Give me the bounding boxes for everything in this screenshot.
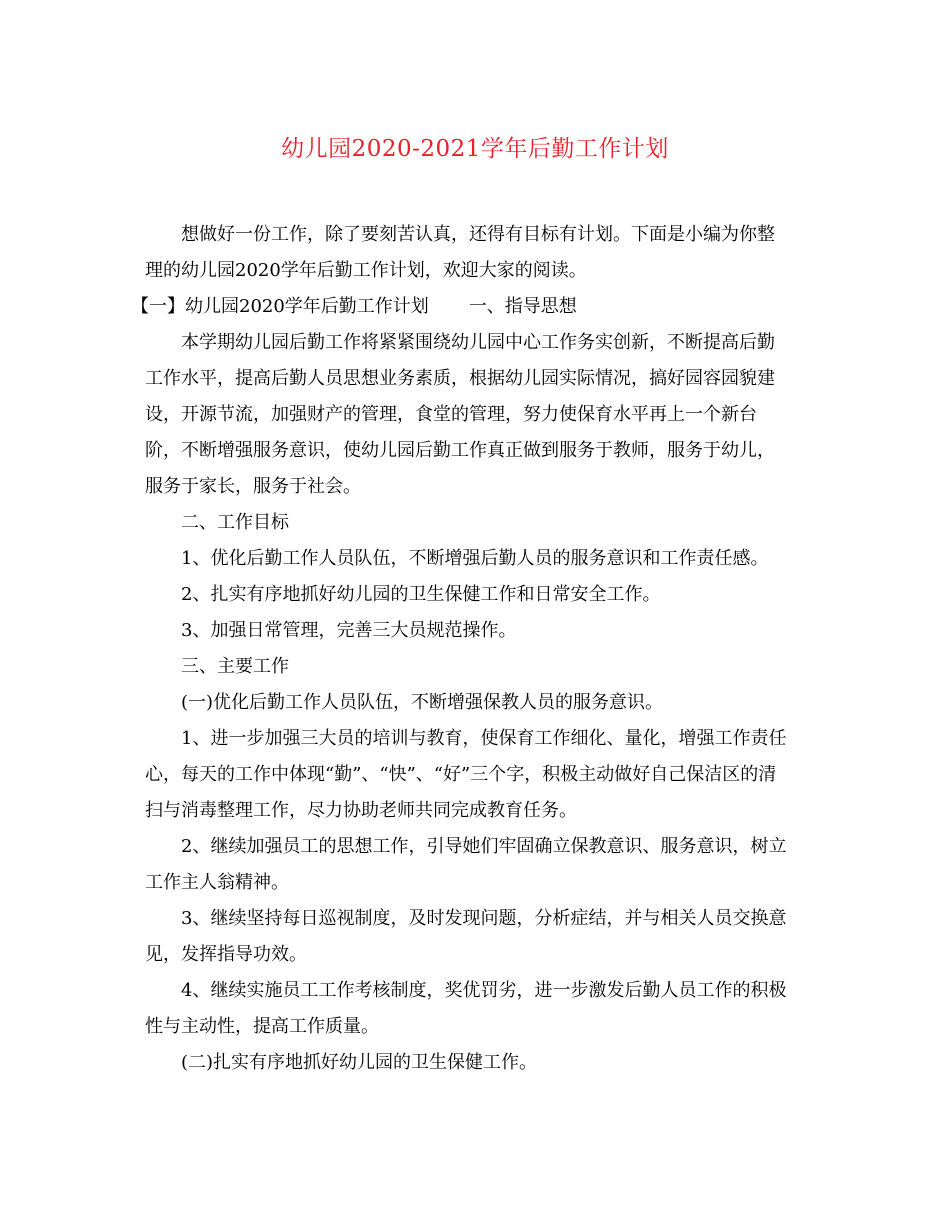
subsection-heading: 二、工作目标 [181, 512, 289, 533]
paragraph-line: 见，发挥指导功效。 [145, 944, 307, 965]
paragraph-line: 阶，不断增强服务意识，使幼儿园后勤工作真正做到服务于教师，服务于幼儿， [145, 440, 775, 461]
paragraph-line: 工作水平，提高后勤人员思想业务素质，根据幼儿园实际情况，搞好园容园貌建 [145, 368, 775, 389]
paragraph-line: 设，开源节流，加强财产的管理，食堂的管理，努力使保育水平再上一个新台 [145, 404, 757, 425]
list-item: 3、继续坚持每日巡视制度，及时发现问题，分析症结，并与相关人员交换意 [181, 908, 787, 929]
list-item: 2、继续加强员工的思想工作，引导她们牢固确立保教意识、服务意识，树立 [181, 836, 787, 857]
list-item: 1、优化后勤工作人员队伍，不断增强后勤人员的服务意识和工作责任感。 [181, 548, 769, 569]
subsection-heading: 三、主要工作 [181, 656, 289, 677]
paragraph-line: 本学期幼儿园后勤工作将紧紧围绕幼儿园中心工作务实创新，不断提高后勤 [181, 332, 775, 353]
section-heading-line [131, 289, 805, 325]
section-heading: 【一】幼儿园2020学年后勤工作计划 [131, 296, 429, 317]
paragraph-line: 扫与消毒整理工作，尽力协助老师共同完成教育任务。 [145, 800, 577, 821]
document-body [131, 217, 805, 1081]
paragraph-line: 理的幼儿园2020学年后勤工作计划，欢迎大家的阅读。 [145, 260, 587, 281]
document-title: 幼儿园2020-2021学年后勤工作计划 [281, 136, 669, 162]
subsection-heading: 一、指导思想 [468, 296, 577, 317]
list-item: 1、进一步加强三大员的培训与教育，使保育工作细化、量化，增强工作责任 [181, 728, 787, 749]
paragraph-line: 想做好一份工作，除了要刻苦认真，还得有目标有计划。下面是小编为你整 [181, 224, 775, 245]
list-item: 3、加强日常管理，完善三大员规范操作。 [181, 620, 517, 641]
list-item: 2、扎实有序地抓好幼儿园的卫生保健工作和日常安全工作。 [181, 584, 661, 605]
paragraph-line: 工作主人翁精神。 [145, 872, 289, 893]
paragraph-line: (一)优化后勤工作人员队伍，不断增强保教人员的服务意识。 [181, 692, 664, 713]
paragraph-line: 服务于家长，服务于社会。 [145, 476, 361, 497]
paragraph-line: 心，每天的工作中体现“勤”、“快”、“好”三个字，积极主动做好自己保洁区的清 [145, 764, 777, 785]
list-item: 4、继续实施员工工作考核制度，奖优罚劣，进一步激发后勤人员工作的积极 [181, 980, 787, 1001]
paragraph-line: (二)扎实有序地抓好幼儿园的卫生保健工作。 [181, 1052, 538, 1073]
paragraph-line: 性与主动性，提高工作质量。 [145, 1016, 379, 1037]
